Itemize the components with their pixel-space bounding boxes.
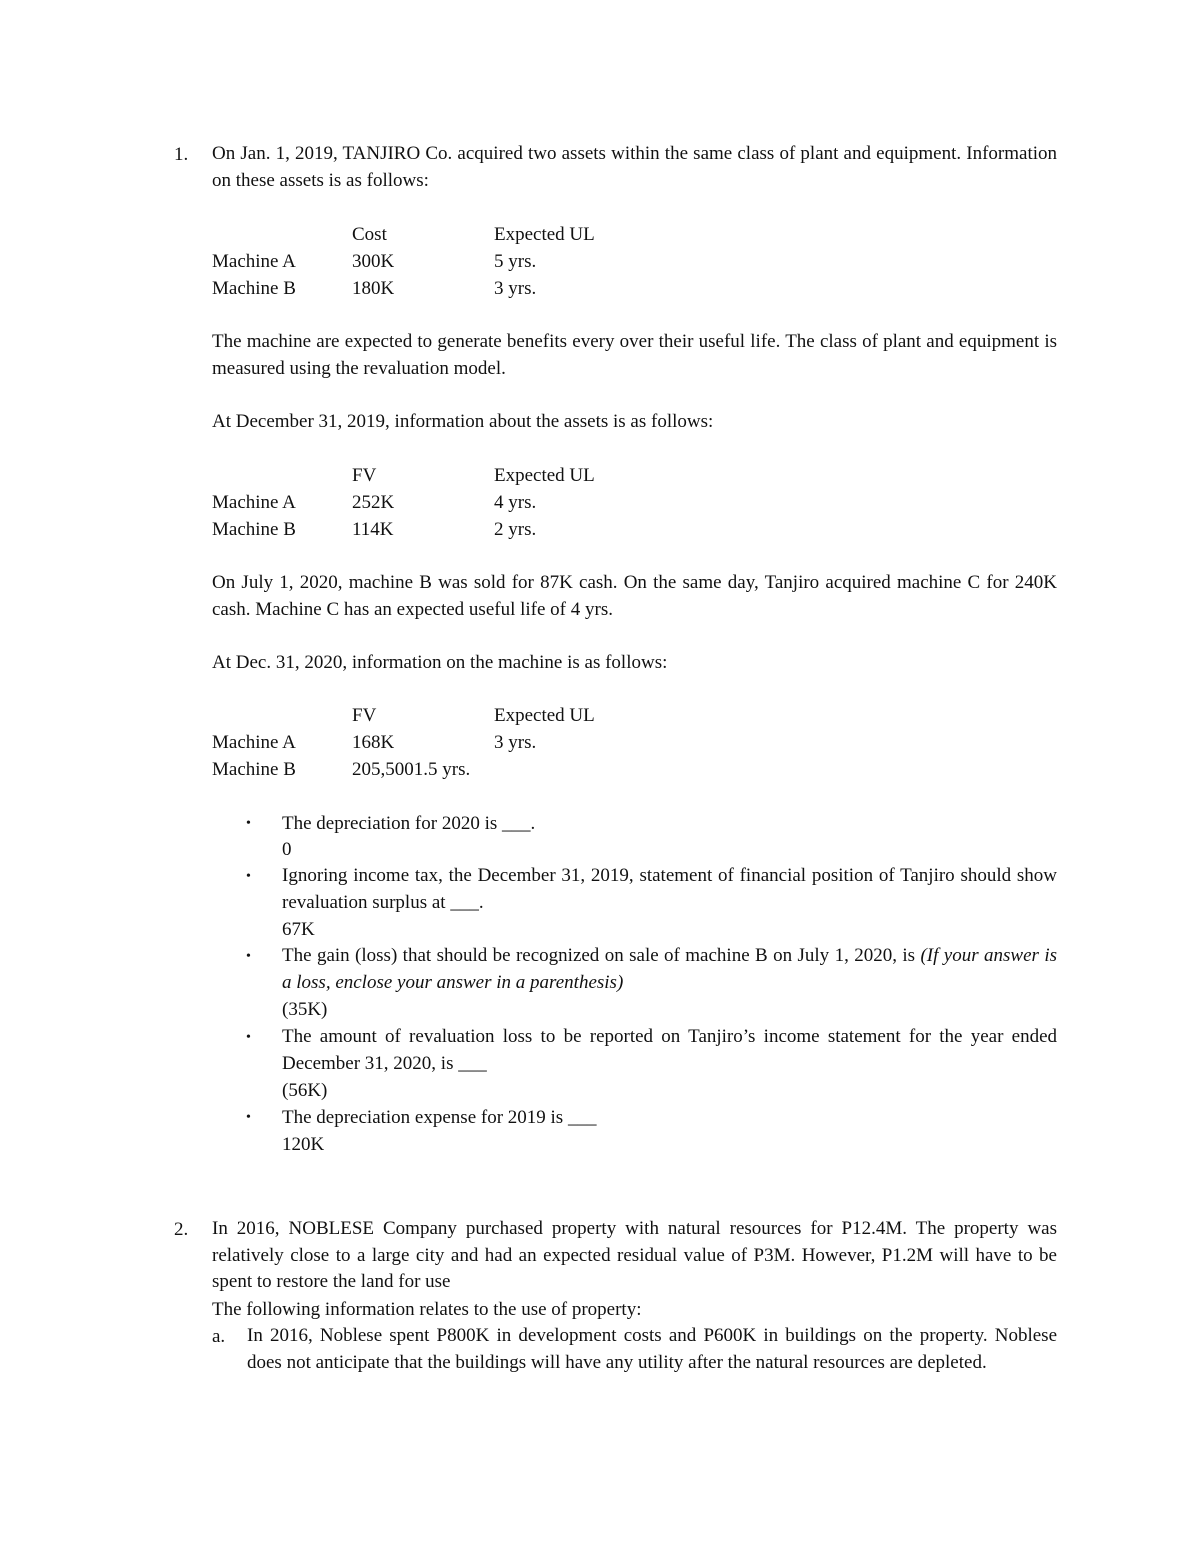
- table3-row-name: Machine A: [212, 732, 296, 753]
- table1-col2-header: Expected UL: [494, 224, 595, 245]
- question-1-intro: On Jan. 1, 2019, TANJIRO Co. acquired two assets within the same class of plant and equipment. Information on these assets is as follows:: [212, 143, 1057, 191]
- table1-row-ul: 5 yrs.: [494, 251, 537, 272]
- bullet-answer: 0: [282, 839, 292, 860]
- table2-row-name: Machine A: [212, 492, 296, 513]
- bullet-question: Ignoring income tax, the December 31, 2019, statement of financial position of Tanjiro should show revaluation surplus at ___.: [282, 865, 1057, 913]
- bullet-answer: 67K: [282, 919, 315, 940]
- question-2-paragraph-2: The following information relates to the use of property:: [212, 1299, 642, 1320]
- table1-row-name: Machine B: [212, 278, 296, 299]
- question-2-number: 2.: [174, 1219, 189, 1240]
- question-1-paragraph-5: At Dec. 31, 2020, information on the machine is as follows:: [212, 652, 668, 673]
- table3-col2-header: Expected UL: [494, 705, 595, 726]
- bullet-answer: (56K): [282, 1080, 328, 1101]
- table2-row-ul: 4 yrs.: [494, 492, 537, 513]
- question-2-item-text: In 2016, Noblese spent P800K in development costs and P600K in buildings on the property. Noblese does not anticipate that the buildings will have any utility after the natural resources are depleted.: [247, 1325, 1057, 1373]
- bullet-answer: 120K: [282, 1134, 325, 1155]
- question-1-paragraph-3: At December 31, 2019, information about the assets is as follows:: [212, 411, 714, 432]
- table3-row-fv: 168K: [352, 732, 395, 753]
- table2-col1-header: FV: [352, 465, 377, 486]
- table1-row-ul: 3 yrs.: [494, 278, 537, 299]
- bullet-question-with-note: [282, 943, 1057, 996]
- table2-row-fv: 252K: [352, 492, 395, 513]
- bullet-icon: •: [246, 816, 251, 831]
- bullet-question: The amount of revaluation loss to be reported on Tanjiro’s income statement for the year ended December 31, 2020, is ___: [282, 1026, 1057, 1074]
- bullet-icon: •: [246, 1110, 251, 1125]
- question-1-paragraph-4: On July 1, 2020, machine B was sold for 87K cash. On the same day, Tanjiro acquired machine C for 240K cash. Machine C has an expected useful life of 4 yrs.: [212, 572, 1057, 620]
- table1-row-cost: 300K: [352, 251, 395, 272]
- bullet-question: The depreciation expense for 2019 is ___: [282, 1107, 597, 1128]
- question-2-item-label: a.: [212, 1326, 226, 1347]
- question-1-paragraph-2: The machine are expected to generate benefits every over their useful life. The class of plant and equipment is measured using the revaluation model.: [212, 331, 1057, 379]
- table3-row-ul: 3 yrs.: [494, 732, 537, 753]
- bullet-icon: •: [246, 869, 251, 884]
- table1-row-cost: 180K: [352, 278, 395, 299]
- table2-col2-header: Expected UL: [494, 465, 595, 486]
- table3-row-name: Machine B: [212, 759, 296, 780]
- bullet-icon: •: [246, 1030, 251, 1045]
- question-2-intro: In 2016, NOBLESE Company purchased property with natural resources for P12.4M. The property was relatively close to a large city and had an expected residual value of P3M. However, P1.2M will have to be spent to restore the land for use: [212, 1218, 1057, 1293]
- bullet-answer: (35K): [282, 999, 328, 1020]
- table2-row-ul: 2 yrs.: [494, 519, 537, 540]
- table3-col1-header: FV: [352, 705, 377, 726]
- bullet-question-text: The gain (loss) that should be recognized on sale of machine B on July 1, 2020, is: [282, 945, 916, 966]
- table2-row-fv: 114K: [352, 519, 394, 540]
- bullet-question: The depreciation for 2020 is ___.: [282, 813, 536, 834]
- bullet-icon: •: [246, 949, 251, 964]
- question-1-number: 1.: [174, 144, 189, 165]
- table1-col1-header: Cost: [352, 224, 387, 245]
- table3-row-fv-ul: 205,5001.5 yrs.: [352, 759, 471, 780]
- table1-row-name: Machine A: [212, 251, 296, 272]
- table2-row-name: Machine B: [212, 519, 296, 540]
- bullet-question-note: (If your answer is a loss, enclose your answer in a parenthesis): [282, 945, 1057, 993]
